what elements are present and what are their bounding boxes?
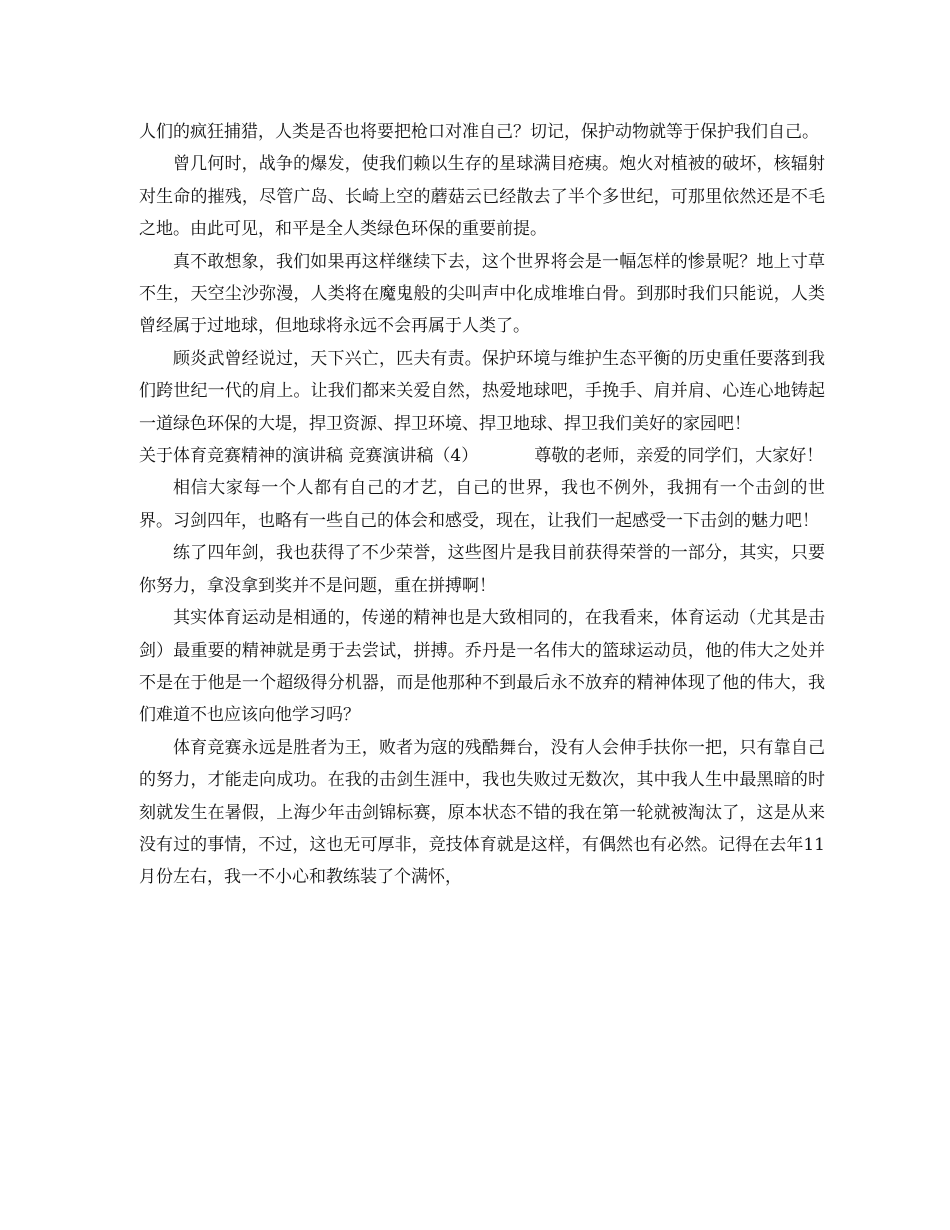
- paragraph-sports-spirit: 其实体育运动是相通的，传递的精神也是大致相同的，在我看来，体育运动（尤其是击剑）最重要的精神就是勇于去尝试，拼搏。乔丹是一名伟大的篮球运动员，他的伟大之处并不是在于他是一个超级得分机器，而是他那种不到最后永不放弃的精神体现了他的伟大，我们难道不也应该向他学习吗？: [139, 608, 825, 726]
- paragraph-war-peace: 曾几何时，战争的爆发，使我们赖以生存的星球满目疮痍。炮火对植被的破坏，核辐射对生命的摧残，尽管广岛、长崎上空的蘑菇云已经散去了半个多世纪，可那里依然还是不毛之地。由此可见，和平是全人类绿色环保的重要前提。: [139, 154, 825, 240]
- speech-heading-line: [139, 440, 825, 472]
- paragraph-continued: 人们的疯狂捕猎，人类是否也将要把枪口对准自己？切记，保护动物就等于保护我们自己。: [139, 122, 819, 142]
- paragraph-imagine-future: 真不敢想象，我们如果再这样继续下去，这个世界将会是一幅怎样的惨景呢？地上寸草不生，天空尘沙弥漫，人类将在魔鬼般的尖叫声中化成堆堆白骨。到那时我们只能说，人类曾经属于过地球，但地球将永远不会再属于人类了。: [139, 251, 825, 337]
- paragraph-honors: 练了四年剑，我也获得了不少荣誉，这些图片是我目前获得荣誉的一部分，其实，只要你努力，拿没拿到奖并不是问题，重在拼搏啊！: [139, 543, 825, 596]
- document-page: [139, 116, 825, 894]
- speech-greeting: 尊敬的老师，亲爱的同学们，大家好！: [534, 446, 824, 467]
- paragraph-competition: 体育竞赛永远是胜者为王，败者为寇的残酷舞台，没有人会伸手扶你一把，只有靠自己的努力，才能走向成功。在我的击剑生涯中，我也失败过无数次，其中我人生中最黑暗的时刻就发生在暑假，上海少年击剑锦标赛，原本状态不错的我在第一轮就被淘汰了，这是从来没有过的事情，不过，这也无可厚非，竞技体育就是这样，有偶然也有必然。记得在去年11月份左右，我一不小心和教练装了个满怀，: [139, 737, 825, 888]
- paragraph-fencing-world: 相信大家每一个人都有自己的才艺，自己的世界，我也不例外，我拥有一个击剑的世界。习剑四年，也略有一些自己的体会和感受，现在，让我们一起感受一下击剑的魅力吧！: [139, 478, 825, 531]
- paragraph-responsibility: 顾炎武曾经说过，天下兴亡，匹夫有责。保护环境与维护生态平衡的历史重任要落到我们跨世纪一代的肩上。让我们都来关爱自然，热爱地球吧，手挽手、肩并肩、心连心地铸起一道绿色环保的大堤，捍卫资源、捍卫环境、捍卫地球、捍卫我们美好的家园吧！: [139, 348, 825, 434]
- speech-title: 关于体育竞赛精神的演讲稿 竞赛演讲稿（4）: [139, 446, 479, 467]
